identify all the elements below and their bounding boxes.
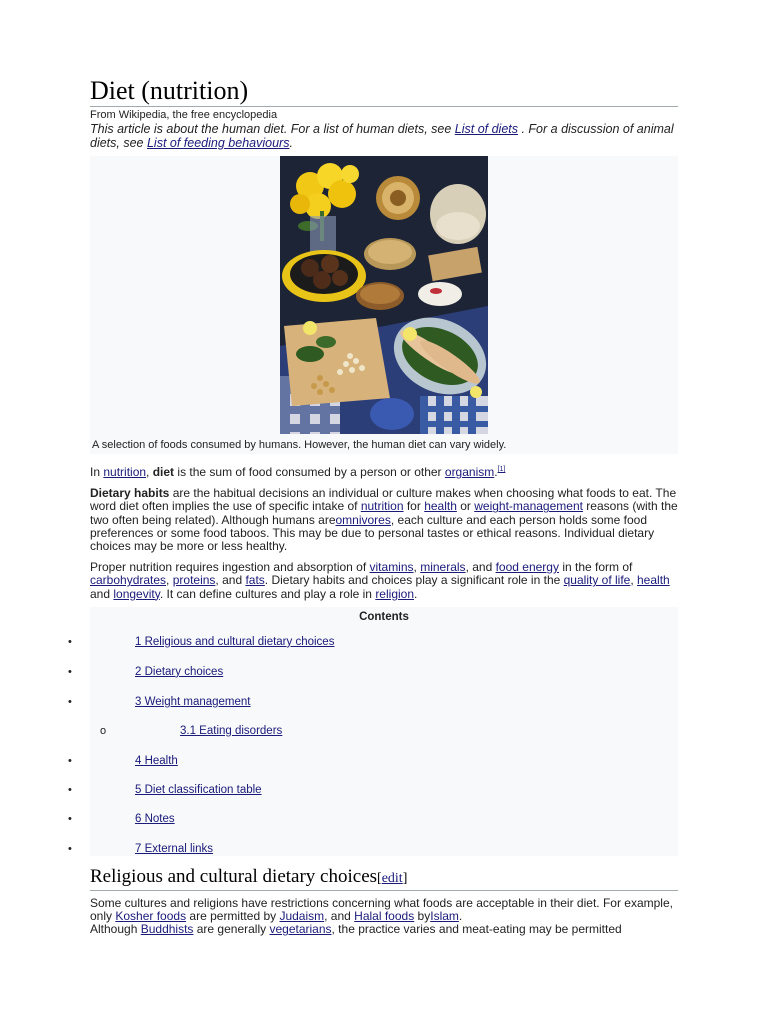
food-selection-image[interactable] <box>280 156 488 434</box>
text: are generally <box>193 922 270 937</box>
site-tagline: From Wikipedia, the free encyclopedia <box>90 109 278 121</box>
edit-bracket: [ <box>377 870 382 886</box>
text: Although <box>90 922 141 937</box>
toc-title: Contents <box>359 610 409 623</box>
link-food-energy[interactable]: food energy <box>495 560 559 575</box>
article <box>68 76 678 937</box>
toc-item-religious[interactable]: 1 Religious and cultural dietary choices <box>135 635 335 648</box>
link-religion[interactable]: religion <box>375 586 415 601</box>
link-nutrition[interactable]: nutrition <box>103 465 147 479</box>
toc-item-weight-management[interactable]: 3 Weight management <box>135 695 251 708</box>
text: . Dietary habits and choices play a significant role in the <box>264 573 564 588</box>
text: , and <box>465 560 496 575</box>
text: , <box>166 573 173 588</box>
figure-caption: A selection of foods consumed by humans. However, the human diet can vary widely. <box>92 439 507 451</box>
link-kosher-foods[interactable]: Kosher foods <box>115 909 187 924</box>
link-halal-foods[interactable]: Halal foods <box>354 909 415 924</box>
text: in the form of <box>558 560 633 575</box>
section-heading-religious <box>90 866 678 891</box>
link-health[interactable]: health <box>637 573 670 588</box>
text: by <box>414 909 431 924</box>
text: , and <box>215 573 246 588</box>
text: Proper nutrition requires ingestion and absorption of <box>90 560 370 575</box>
lead-figure <box>90 156 678 454</box>
link-weight-management[interactable]: weight-management <box>474 499 583 514</box>
hatnote-text: . For a discussion of animal diets, see <box>90 122 674 150</box>
link-buddhists[interactable]: Buddhists <box>140 922 194 937</box>
link-judaism[interactable]: Judaism <box>279 909 325 924</box>
link-list-of-diets[interactable]: List of diets <box>454 122 518 136</box>
intro-paragraph-1 <box>90 466 678 479</box>
link-vitamins[interactable]: vitamins <box>369 560 414 575</box>
bold-term: Dietary habits <box>90 486 170 501</box>
section1-paragraph <box>90 897 678 937</box>
toc-item-external-links[interactable]: 7 External links <box>135 842 213 855</box>
text: . <box>494 465 498 479</box>
toc-item-eating-disorders[interactable]: 3.1 Eating disorders <box>180 724 283 737</box>
text: . <box>414 586 418 601</box>
table-of-contents <box>68 607 678 856</box>
edit-section-link[interactable]: edit <box>381 870 403 886</box>
text: , <box>413 560 421 575</box>
text: , <box>630 573 637 588</box>
toc-bullet: • <box>68 812 72 825</box>
link-nutrition[interactable]: nutrition <box>360 499 404 514</box>
link-vegetarians[interactable]: vegetarians <box>269 922 332 937</box>
toc-item-diet-classification[interactable]: 5 Diet classification table <box>135 783 262 796</box>
text: is the sum of food consumed by a person or other <box>174 465 445 479</box>
text: . It can define cultures and play a role in <box>159 586 376 601</box>
text: , <box>146 465 153 479</box>
link-health[interactable]: health <box>424 499 457 514</box>
reference-1[interactable]: [1] <box>497 466 506 473</box>
toc-bullet: • <box>68 635 72 648</box>
toc-bullet: • <box>68 665 72 678</box>
link-organism[interactable]: organism <box>444 465 495 479</box>
toc-item-health[interactable]: 4 Health <box>135 754 178 767</box>
text: , the practice varies and meat-eating may be permitted <box>331 922 622 937</box>
toc-bullet: • <box>68 754 72 767</box>
text: are permitted by <box>186 909 280 924</box>
text: and <box>90 586 114 601</box>
page-title: Diet (nutrition) <box>90 76 678 107</box>
toc-item-notes[interactable]: 6 Notes <box>135 812 175 825</box>
link-fats[interactable]: fats <box>245 573 265 588</box>
link-carbohydrates[interactable]: carbohydrates <box>90 573 167 588</box>
link-longevity[interactable]: longevity <box>113 586 160 601</box>
edit-bracket: ] <box>402 870 408 886</box>
bold-term: diet <box>152 465 175 479</box>
link-quality-of-life[interactable]: quality of life <box>563 573 631 588</box>
text: reasons (with the two often being related). Although humans are <box>90 499 678 527</box>
toc-item-dietary-choices[interactable]: 2 Dietary choices <box>135 665 224 678</box>
toc-bullet: • <box>68 695 72 708</box>
hatnote <box>90 122 678 150</box>
toc-bullet: • <box>68 842 72 855</box>
link-islam[interactable]: Islam <box>430 909 459 924</box>
section-heading-text: Religious and cultural dietary choices <box>90 865 378 887</box>
text: for <box>403 499 425 514</box>
hatnote-text: . <box>289 136 293 150</box>
text: Some cultures and religions have restrictions concerning what foods are acceptable in their diet. For example, only <box>90 895 673 924</box>
link-omnivores[interactable]: omnivores <box>335 512 391 527</box>
text: In <box>90 465 104 479</box>
intro-paragraph-3 <box>90 561 678 601</box>
text: or <box>456 499 475 514</box>
toc-sub-bullet: o <box>100 724 107 737</box>
text: are the habitual decisions an individual or culture makes when choosing what foods to eat. The word diet often implies the use of specific intake of <box>90 486 677 514</box>
toc-bullet: • <box>68 783 72 796</box>
link-proteins[interactable]: proteins <box>172 573 216 588</box>
intro-paragraph-2 <box>90 487 678 553</box>
text: , and <box>324 909 355 924</box>
link-list-of-feeding-behaviours[interactable]: List of feeding behaviours <box>146 136 290 150</box>
text: . <box>458 909 463 924</box>
link-minerals[interactable]: minerals <box>420 560 466 575</box>
hatnote-text: This article is about the human diet. For a list of human diets, see <box>90 122 455 136</box>
text: , each culture and each person holds some food preferences or some food taboos. This may be due to personal tastes or ethical reasons. Individual dietary choices may be more or less healthy. <box>90 512 655 554</box>
